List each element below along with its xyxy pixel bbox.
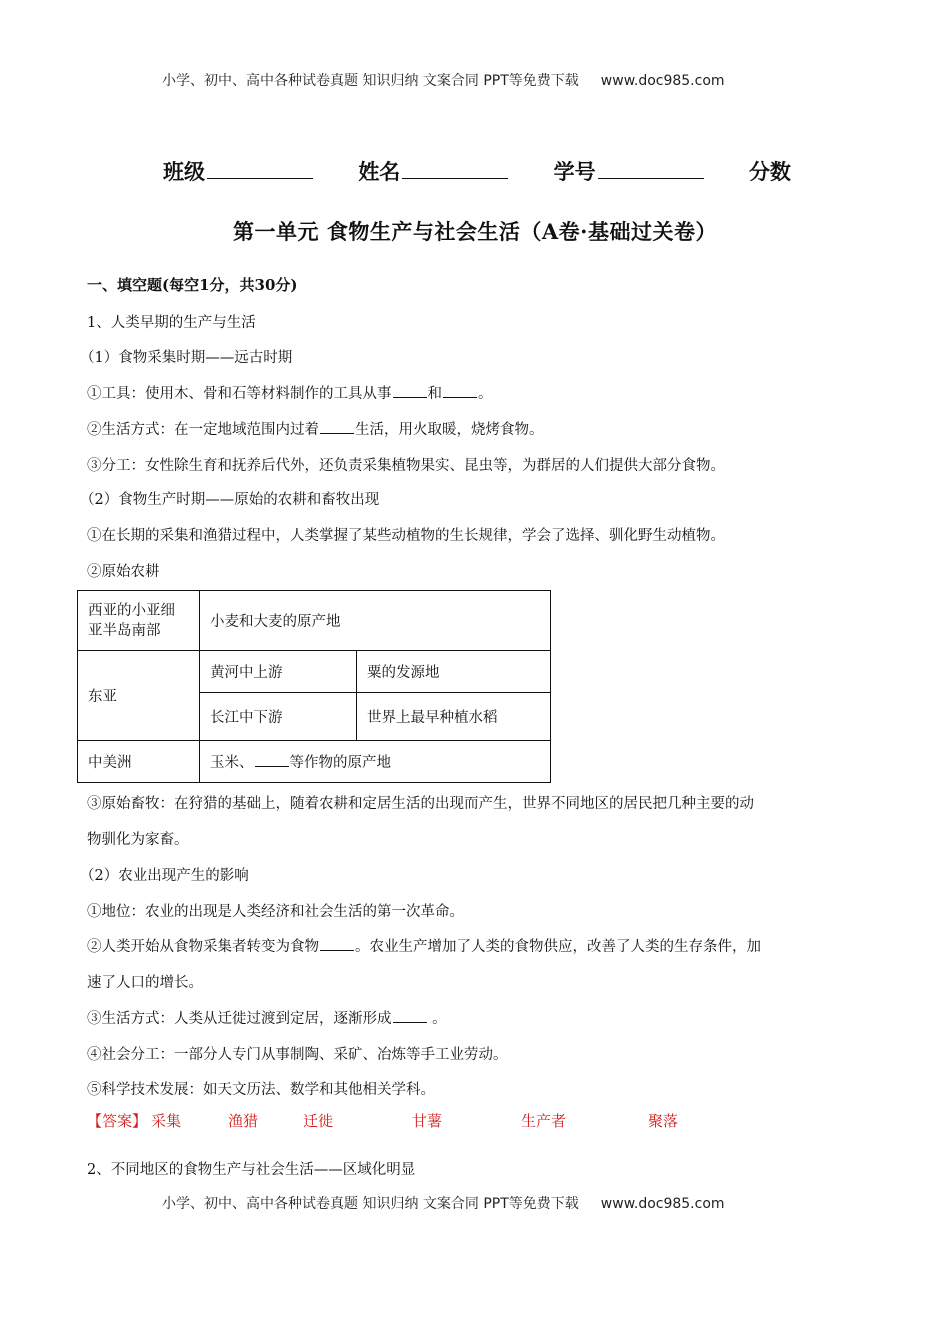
subheading-3: （2）农业出现产生的影响 — [80, 868, 249, 884]
question-1-title: 1、人类早期的生产与生活 — [87, 315, 256, 331]
paragraph-settlement: ③生活方式：人类从迁徙过渡到定居，逐渐形成 。 — [87, 1011, 447, 1027]
table-cell-region: 中美洲 — [78, 741, 200, 783]
paragraph-producer-cont: 速了人口的增长。 — [87, 975, 203, 991]
blank-4[interactable] — [255, 754, 289, 767]
table-cell-region: 东亚 — [78, 651, 200, 741]
footer-text: 小学、初中、高中各种试卷真题 知识归纳 文案合同 PPT等免费下载 — [162, 1196, 579, 1212]
class-field[interactable]: 班级 — [163, 156, 313, 186]
paragraph-science: ⑤科学技术发展：如天文历法、数学和其他相关学科。 — [87, 1082, 435, 1098]
paragraph-labor: ④社会分工：一部分人专门从事制陶、采矿、冶炼等手工业劳动。 — [87, 1047, 508, 1063]
section-heading: 一、填空题(每空1分，共30分) — [87, 276, 298, 294]
table-cell: 长江中下游 — [200, 693, 357, 741]
header-text: 小学、初中、高中各种试卷真题 知识归纳 文案合同 PPT等免费下载 — [162, 73, 579, 89]
answer-item: 采集 — [151, 1112, 182, 1130]
paragraph-agriculture: ②原始农耕 — [87, 564, 160, 580]
table-cell: 粟的发源地 — [357, 651, 551, 693]
table-cell: 玉米、 等作物的原产地 — [200, 741, 551, 783]
paragraph-status: ①地位：农业的出现是人类经济和社会生活的第一次革命。 — [87, 904, 464, 920]
answer-item: 渔猎 — [228, 1112, 259, 1130]
paragraph-husbandry: ③原始畜牧：在狩猎的基础上，随着农耕和定居生活的出现而产生，世界不同地区的居民把几种主要的动 — [87, 796, 754, 812]
footer-site: www.doc985.com — [600, 1196, 725, 1212]
paragraph-division: ③分工：女性除生育和抚养后代外，还负责采集植物果实、昆虫等，为群居的人们提供大部分食物。 — [87, 458, 725, 474]
blank-1[interactable] — [393, 385, 427, 398]
subheading-2: （2）食物生产时期——原始的农耕和畜牧出现 — [80, 492, 380, 508]
header-site: www.doc985.com — [600, 73, 725, 89]
table-cell: 世界上最早种植水稻 — [357, 693, 551, 741]
page-footer — [162, 1193, 725, 1213]
paragraph-domestication: ①在长期的采集和渔猎过程中，人类掌握了某些动植物的生长规律，学会了选择、驯化野生动植物。 — [87, 528, 725, 544]
agriculture-origin-table — [77, 590, 551, 783]
student-id-field[interactable]: 学号 — [554, 156, 704, 186]
score-field: 分数 — [748, 159, 791, 184]
blank-3[interactable] — [320, 421, 354, 434]
paragraph-tools: ①工具：使用木、骨和石等材料制作的工具从事 和 。 — [87, 386, 493, 402]
table-cell-region: 西亚的小亚细亚半岛南部 — [78, 591, 200, 651]
blank-5[interactable] — [320, 938, 354, 951]
name-field[interactable]: 姓名 — [358, 156, 508, 186]
answer-item: 生产者 — [521, 1112, 567, 1130]
paragraph-lifestyle: ②生活方式：在一定地域范围内过着 生活，用火取暖，烧烤食物。 — [87, 422, 544, 438]
blank-6[interactable] — [393, 1010, 427, 1023]
page-title: 第一单元 食物生产与社会生活（A卷·基础过关卷） — [233, 219, 717, 244]
table-cell: 小麦和大麦的原产地 — [200, 591, 551, 651]
answer-item: 聚落 — [648, 1112, 679, 1130]
answer-label: 【答案】 — [87, 1112, 148, 1130]
question-2-title: 2、不同地区的食物生产与社会生活——区域化明显 — [87, 1162, 416, 1178]
paragraph-producer: ②人类开始从食物采集者转变为食物 。农业生产增加了人类的食物供应，改善了人类的生存条件，加 — [87, 939, 761, 955]
table-cell: 黄河中上游 — [200, 651, 357, 693]
page-header — [162, 70, 725, 90]
subheading-1: （1）食物采集时期——远古时期 — [80, 350, 293, 366]
student-info-fields — [163, 156, 829, 186]
answer-item: 迁徙 — [303, 1112, 334, 1130]
paragraph-husbandry-cont: 物驯化为家畜。 — [87, 832, 189, 848]
answer-item: 甘薯 — [412, 1112, 443, 1130]
blank-2[interactable] — [443, 385, 477, 398]
